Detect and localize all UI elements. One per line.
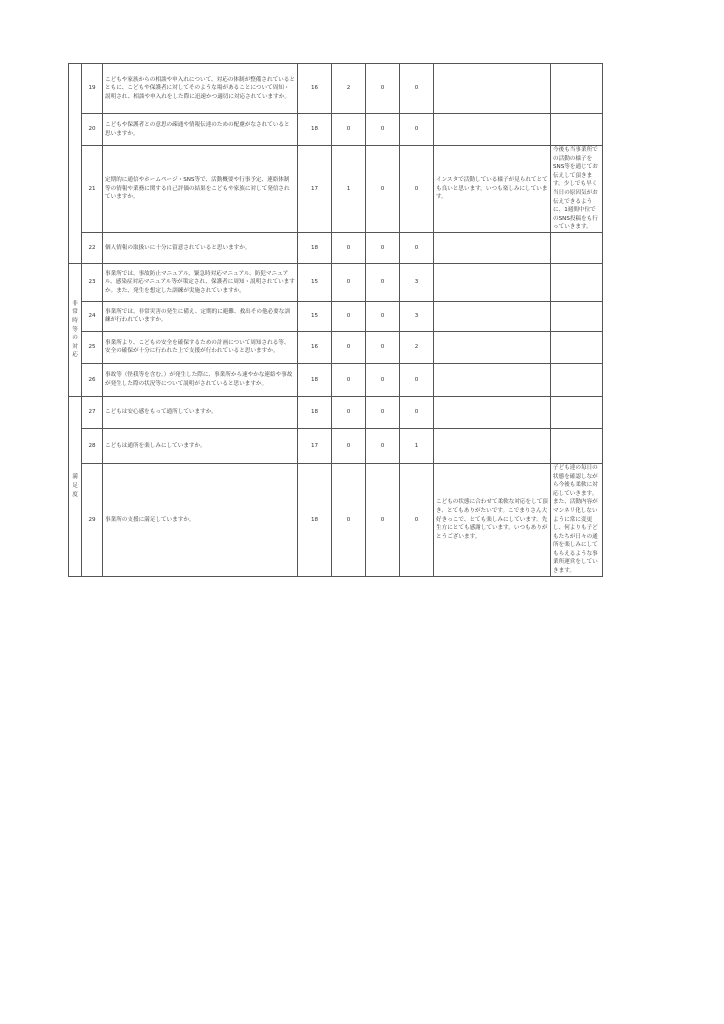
guardian-comment — [434, 64, 551, 114]
count-yes: 18 — [298, 463, 332, 576]
count-no: 0 — [366, 331, 400, 363]
count-unknown: 1 — [400, 428, 434, 463]
count-unknown: 0 — [400, 232, 434, 263]
count-unknown: 2 — [400, 331, 434, 363]
question-text: 個人情報の取扱いに十分に留意されていると思いますか。 — [103, 232, 298, 263]
guardian-comment — [434, 301, 551, 331]
count-yes: 15 — [298, 301, 332, 331]
count-no: 0 — [366, 146, 400, 233]
row-number: 22 — [82, 232, 103, 263]
row-number: 28 — [82, 428, 103, 463]
facility-response — [551, 396, 603, 428]
count-unknown: 0 — [400, 463, 434, 576]
count-yes: 17 — [298, 146, 332, 233]
count-no: 0 — [366, 428, 400, 463]
table-row — [69, 146, 603, 233]
count-unknown: 0 — [400, 396, 434, 428]
count-no: 0 — [366, 396, 400, 428]
count-unknown: 0 — [400, 146, 434, 233]
count-neutral: 0 — [332, 263, 366, 301]
facility-response — [551, 232, 603, 263]
facility-response — [551, 64, 603, 114]
row-number: 19 — [82, 64, 103, 114]
count-yes: 18 — [298, 396, 332, 428]
question-text: こどもや家族からの相談や申入れについて、対応の体制が整備されているとともに、こどもや保護者に対してそのような場があることについて周知・説明され、相談や申入れをした際に迅速かつ適切に対応されていますか。 — [103, 64, 298, 114]
row-number: 24 — [82, 301, 103, 331]
question-text: 事業所では、事故防止マニュアル、緊急時対応マニュアル、防犯マニュアル、感染症対応マニュアル等が策定され、保護者に周知・説明されていますか。また、発生を想定した訓練が実施されていますか。 — [103, 263, 298, 301]
count-no: 0 — [366, 301, 400, 331]
table-row — [69, 463, 603, 576]
facility-response — [551, 428, 603, 463]
category-label-emergency: 非常時等の対応 — [69, 263, 82, 396]
guardian-comment — [434, 331, 551, 363]
count-unknown: 0 — [400, 64, 434, 114]
category-cell-blank — [69, 64, 82, 264]
evaluation-table — [68, 63, 603, 577]
count-neutral: 0 — [332, 301, 366, 331]
count-no: 0 — [366, 114, 400, 146]
guardian-comment — [434, 428, 551, 463]
category-label-satisfaction: 満足度 — [69, 396, 82, 576]
facility-response — [551, 363, 603, 396]
table-row — [69, 263, 603, 301]
count-unknown: 0 — [400, 114, 434, 146]
question-text: こどもや保護者との意思の疎通や情報伝達のための配慮がなされていると思いますか。 — [103, 114, 298, 146]
guardian-comment — [434, 396, 551, 428]
guardian-comment — [434, 363, 551, 396]
guardian-comment — [434, 232, 551, 263]
count-yes: 18 — [298, 363, 332, 396]
count-neutral: 0 — [332, 363, 366, 396]
table-row — [69, 331, 603, 363]
facility-response — [551, 331, 603, 363]
question-text: 事業所より、こどもの安全を確保するための計画について周知される等、安全の確保が十分に行われた上で支援が行われていると思いますか。 — [103, 331, 298, 363]
row-number: 25 — [82, 331, 103, 363]
facility-response — [551, 263, 603, 301]
row-number: 27 — [82, 396, 103, 428]
count-neutral: 0 — [332, 396, 366, 428]
count-yes: 16 — [298, 64, 332, 114]
question-text: こどもは通所を楽しみにしていますか。 — [103, 428, 298, 463]
count-yes: 16 — [298, 331, 332, 363]
question-text: 事業所の支援に満足していますか。 — [103, 463, 298, 576]
question-text: 事業所では、非常災害の発生に備え、定期的に避難、救出その他必要な訓練が行われていますか。 — [103, 301, 298, 331]
count-neutral: 1 — [332, 146, 366, 233]
guardian-comment — [434, 114, 551, 146]
table-row — [69, 363, 603, 396]
count-neutral: 0 — [332, 331, 366, 363]
facility-response: 子ども達の毎日の状態を確認しながら今後も柔軟に対応していきます。また、活動内容がマンネリ化しないように常に変更し、何よりも子どもたちが日々の通所を楽しみにしてもらえるような事業所運営をしていきます。 — [551, 463, 603, 576]
count-unknown: 3 — [400, 263, 434, 301]
row-number: 29 — [82, 463, 103, 576]
count-no: 0 — [366, 64, 400, 114]
guardian-comment — [434, 263, 551, 301]
count-no: 0 — [366, 232, 400, 263]
question-text: 定期的に通信やホームページ・SNS等で、活動概要や行事予定、連絡体制等の情報や業務に関する自己評価の結果をこどもや家族に対して発信されていますか。 — [103, 146, 298, 233]
table-row — [69, 428, 603, 463]
row-number: 26 — [82, 363, 103, 396]
facility-response — [551, 114, 603, 146]
count-no: 0 — [366, 463, 400, 576]
count-neutral: 0 — [332, 428, 366, 463]
table-row — [69, 114, 603, 146]
count-yes: 17 — [298, 428, 332, 463]
table-row — [69, 396, 603, 428]
count-unknown: 0 — [400, 363, 434, 396]
count-yes: 15 — [298, 263, 332, 301]
guardian-comment: こどもの状態に合わせて柔軟な対応をして頂き、とてもありがたいです。こでまりさん大好きっこで、とても楽しみにしています。先生方にとても感謝しています。いつもありがとうございます。 — [434, 463, 551, 576]
count-neutral: 0 — [332, 463, 366, 576]
table-row — [69, 232, 603, 263]
count-yes: 18 — [298, 232, 332, 263]
table-row — [69, 64, 603, 114]
facility-response: 今後も当事業所での活動の様子をSNS等を通じてお伝えして頂きます。少しでも早く当日の原因気がお伝えできるように、1週間中位でのSNS投稿をも行っていきます。 — [551, 146, 603, 233]
row-number: 23 — [82, 263, 103, 301]
row-number: 21 — [82, 146, 103, 233]
count-no: 0 — [366, 363, 400, 396]
count-no: 0 — [366, 263, 400, 301]
count-neutral: 0 — [332, 114, 366, 146]
count-neutral: 2 — [332, 64, 366, 114]
guardian-comment: インスタで活動している様子が見られてとても良いと思います。いつも楽しみにしています。 — [434, 146, 551, 233]
count-neutral: 0 — [332, 232, 366, 263]
count-yes: 18 — [298, 114, 332, 146]
question-text: こどもは安心感をもって通所していますか。 — [103, 396, 298, 428]
count-unknown: 3 — [400, 301, 434, 331]
question-text: 事故等（怪我等を含む。）が発生した際に、事業所から速やかな連絡や事故が発生した際の状況等について説明がされていると思いますか。 — [103, 363, 298, 396]
row-number: 20 — [82, 114, 103, 146]
facility-response — [551, 301, 603, 331]
table-row — [69, 301, 603, 331]
